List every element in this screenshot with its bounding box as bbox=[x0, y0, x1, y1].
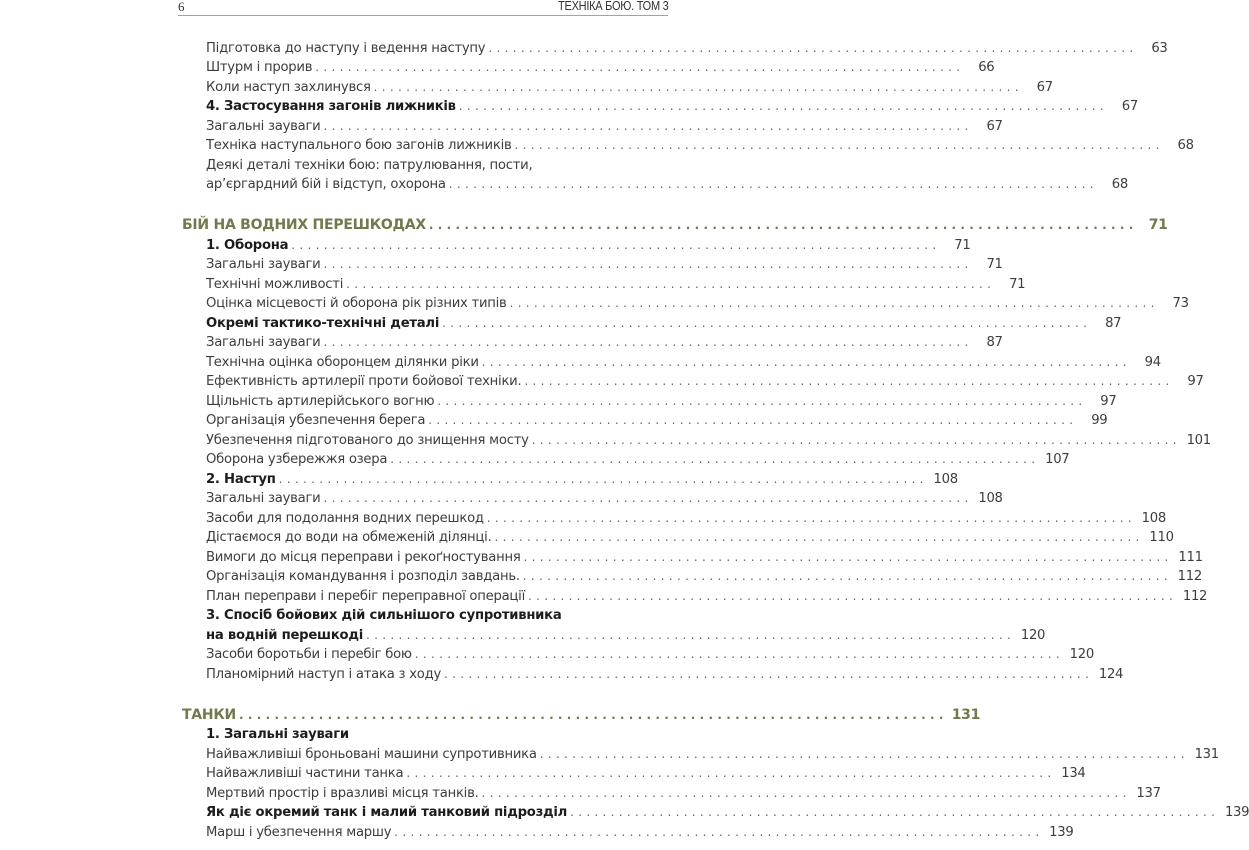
toc-entry[interactable] bbox=[206, 823, 1074, 843]
toc-page-number: 68 bbox=[1177, 138, 1194, 153]
dot-leader: ................................................................................ bbox=[394, 824, 1044, 839]
toc-page-number: 108 bbox=[933, 471, 958, 487]
dot-leader: ................................................................................ bbox=[458, 99, 1108, 113]
dot-leader: ................................................................................ bbox=[323, 257, 973, 271]
dot-leader: ................................................................................ bbox=[444, 666, 1094, 681]
toc-entry-title: Оборона узбережжя озера bbox=[206, 452, 388, 467]
toc-page-number: 120 bbox=[1069, 647, 1094, 662]
toc-entry-title: Коли наступ захлинувся bbox=[206, 79, 371, 95]
toc-entry-title: 3. Спосіб бойових дій сильнішого супротивника bbox=[206, 608, 562, 623]
toc-entry[interactable] bbox=[206, 255, 1003, 275]
dot-leader: ................................................................................ bbox=[278, 471, 928, 486]
toc-page-number: 110 bbox=[1149, 530, 1174, 545]
dot-leader: ................................................................................ bbox=[428, 218, 1138, 232]
toc-entry[interactable] bbox=[206, 353, 1161, 373]
dot-leader: ................................................................................ bbox=[346, 276, 996, 291]
running-header bbox=[178, 0, 668, 16]
toc-page-number: 71 bbox=[1009, 276, 1026, 292]
toc-page-number: 67 bbox=[1121, 99, 1138, 114]
toc-page-number: 131 bbox=[951, 706, 981, 723]
toc-entry[interactable] bbox=[206, 470, 958, 490]
toc-entry-title: План переправи і перебіг переправної операції bbox=[206, 588, 525, 604]
toc-page-number: 112 bbox=[1182, 588, 1208, 604]
toc-entry-title: на водній перешкоді bbox=[206, 627, 363, 643]
toc-entry-title: ар’єргардний бій і відступ, охорона bbox=[206, 177, 446, 192]
toc-entry-title: Щільність артилерійського вогню bbox=[206, 393, 435, 409]
toc-entry-title: 2. Наступ bbox=[206, 471, 276, 487]
toc-entry[interactable] bbox=[206, 175, 1128, 195]
dot-leader: ................................................................................ bbox=[481, 354, 1131, 369]
toc-page-number: 112 bbox=[1177, 569, 1202, 584]
toc-page-number: 97 bbox=[1100, 393, 1117, 409]
dot-leader: ................................................................................ bbox=[509, 296, 1159, 310]
toc-entry-title: Підготовка до наступу і ведення наступу bbox=[206, 40, 486, 56]
toc-entry[interactable] bbox=[206, 745, 1219, 765]
toc-entry-title: 4. Застосування загонів лижників bbox=[206, 99, 456, 114]
dot-leader: ................................................................................ bbox=[414, 647, 1064, 661]
toc-page-number: 139 bbox=[1224, 805, 1249, 820]
toc-entry[interactable] bbox=[206, 372, 1204, 392]
toc-entry-title: Техніка наступального бою загонів лижників bbox=[206, 138, 512, 153]
toc-entry-title: Організація командування і розподіл завдань. bbox=[206, 569, 520, 584]
dot-leader: ................................................................................ bbox=[437, 393, 1087, 408]
toc-entry-title: Ефективність артилерії проти бойової техніки. bbox=[206, 374, 522, 389]
toc-entry[interactable] bbox=[206, 567, 1202, 587]
toc-page-number: 67 bbox=[1036, 79, 1053, 95]
toc-page-number: 71 bbox=[986, 257, 1003, 272]
toc-entry[interactable] bbox=[206, 803, 1249, 823]
toc-page-number: 68 bbox=[1111, 177, 1128, 192]
dot-leader: ................................................................................ bbox=[390, 452, 1040, 466]
toc-entry-title: Планомірний наступ і атака з ходу bbox=[206, 666, 441, 682]
toc-page-number: 66 bbox=[978, 60, 995, 75]
page-number: 6 bbox=[178, 0, 185, 14]
toc-entry[interactable] bbox=[206, 725, 667, 745]
dot-leader: ................................................................................ bbox=[373, 79, 1023, 94]
dot-leader: ................................................................................ bbox=[494, 530, 1144, 544]
dot-leader: ................................................................................ bbox=[239, 707, 948, 722]
toc-section-heading[interactable] bbox=[182, 706, 981, 726]
toc-entry[interactable] bbox=[206, 645, 1094, 665]
toc-entry[interactable] bbox=[206, 294, 1189, 314]
toc-entry[interactable] bbox=[206, 236, 971, 256]
toc-entry[interactable] bbox=[206, 784, 1161, 804]
dot-leader: ................................................................................ bbox=[522, 569, 1172, 583]
dot-leader: ................................................................................ bbox=[366, 627, 1016, 642]
toc-entry-title: 1. Оборона bbox=[206, 237, 289, 253]
toc-page-number: 67 bbox=[986, 118, 1003, 134]
toc-entry-title: Дістаємося до води на обмеженій ділянці. bbox=[206, 530, 492, 545]
toc-entry[interactable] bbox=[206, 489, 1003, 509]
toc-entry-title: Загальні зауваги bbox=[206, 257, 321, 272]
toc-entry-title: Убезпечення підготованого до знищення мосту bbox=[206, 432, 529, 448]
dot-leader: ................................................................................ bbox=[323, 335, 973, 349]
dot-leader: ................................................................................ bbox=[406, 766, 1056, 780]
toc-entry-title: Мертвий простір і вразливі місця танків. bbox=[206, 785, 479, 801]
toc-entry[interactable] bbox=[206, 411, 1108, 431]
toc-page-number: 99 bbox=[1091, 413, 1108, 428]
toc-entry[interactable] bbox=[206, 528, 1174, 548]
toc-page-number: 87 bbox=[1105, 315, 1122, 331]
toc-page-number: 111 bbox=[1178, 549, 1203, 565]
toc-page-number: 108 bbox=[978, 491, 1003, 506]
toc-page-number: 139 bbox=[1049, 824, 1074, 840]
toc-entry[interactable] bbox=[206, 509, 1166, 529]
toc-page-number: 63 bbox=[1151, 40, 1168, 56]
toc-entry[interactable] bbox=[206, 314, 1122, 334]
toc-entry[interactable] bbox=[206, 626, 1046, 646]
toc-page-number: 71 bbox=[954, 237, 971, 253]
toc-entry-title: Окремі тактико-технічні деталі bbox=[206, 315, 440, 331]
toc-entry-title: Штурм і прорив bbox=[206, 60, 313, 75]
dot-leader: ................................................................................ bbox=[531, 432, 1181, 447]
toc-entry-title: Організація убезпечення берега bbox=[206, 413, 426, 428]
dot-leader: ................................................................................ bbox=[524, 374, 1174, 388]
toc-entry[interactable] bbox=[206, 450, 1070, 470]
toc-entry-title: Загальні зауваги bbox=[206, 491, 321, 506]
toc-page-number: 87 bbox=[986, 335, 1003, 350]
dot-leader: ................................................................................ bbox=[291, 237, 941, 252]
toc-entry-title: Найважливіші частини танка bbox=[206, 766, 404, 781]
toc-page-number: 134 bbox=[1061, 766, 1086, 781]
toc-entry[interactable] bbox=[206, 548, 1203, 568]
toc-entry[interactable] bbox=[206, 764, 1086, 784]
toc-entry-title: Засоби боротьби і перебіг бою bbox=[206, 647, 412, 662]
toc-entry[interactable] bbox=[206, 431, 1211, 451]
toc-entry[interactable] bbox=[206, 606, 667, 626]
toc-page-number: 131 bbox=[1194, 746, 1219, 762]
toc-entry[interactable] bbox=[206, 392, 1117, 412]
toc-page-number: 94 bbox=[1144, 354, 1161, 370]
toc-entry[interactable] bbox=[206, 117, 1003, 137]
toc-entry[interactable] bbox=[206, 78, 1053, 98]
dot-leader: ................................................................................ bbox=[323, 118, 973, 133]
toc-page-number: 108 bbox=[1141, 510, 1166, 526]
toc-page-number: 137 bbox=[1136, 785, 1161, 801]
dot-leader: ................................................................................ bbox=[488, 40, 1138, 55]
toc-entry[interactable] bbox=[206, 136, 1194, 156]
dot-leader: ................................................................................ bbox=[528, 588, 1178, 603]
toc-entry[interactable] bbox=[206, 58, 995, 78]
dot-leader: ................................................................................ bbox=[442, 315, 1092, 330]
toc-entry-title: Вимоги до місця переправи і рекоґностування bbox=[206, 549, 521, 565]
toc-entry-title: Деякі деталі техніки бою: патрулювання, пости, bbox=[206, 157, 533, 173]
toc-entry-title: Як діє окремий танк і малий танковий підрозділ bbox=[206, 805, 568, 820]
dot-leader: ................................................................................ bbox=[481, 785, 1131, 800]
toc-entry-title: Марш і убезпечення маршу bbox=[206, 824, 392, 840]
dot-leader: ................................................................................ bbox=[539, 746, 1189, 761]
toc-entry-title: Найважливіші броньовані машини супротивника bbox=[206, 746, 537, 762]
dot-leader: ................................................................................ bbox=[514, 138, 1164, 152]
toc-entry[interactable] bbox=[206, 333, 1003, 353]
toc-entry-title: Технічні можливості bbox=[206, 276, 344, 292]
toc-entry[interactable] bbox=[206, 665, 1124, 685]
dot-leader: ................................................................................ bbox=[323, 491, 973, 505]
dot-leader: ................................................................................ bbox=[315, 60, 965, 74]
toc-entry-title: БІЙ НА ВОДНИХ ПЕРЕШКОДАХ bbox=[182, 217, 426, 233]
toc-page-number: 73 bbox=[1172, 296, 1189, 311]
toc-entry-title: Загальні зауваги bbox=[206, 335, 321, 350]
running-title: ТЕХНІКА БОЮ. ТОМ 3 bbox=[557, 0, 668, 13]
toc-page-number: 120 bbox=[1020, 627, 1046, 643]
toc-entry-title: Технічна оцінка оборонцем ділянки ріки bbox=[206, 354, 479, 370]
toc-entry-title: Оцінка місцевості й оборона рік різних типів bbox=[206, 296, 507, 311]
toc-entry-title: Загальні зауваги bbox=[206, 118, 321, 134]
toc-entry-title: 1. Загальні зауваги bbox=[206, 727, 349, 742]
toc-page-number: 71 bbox=[1148, 217, 1168, 233]
toc-entry-title: ТАНКИ bbox=[182, 706, 237, 723]
dot-leader: ................................................................................ bbox=[523, 549, 1173, 564]
dot-leader: ................................................................................ bbox=[428, 413, 1078, 427]
toc-entry-title: Засоби для подолання водних перешкод bbox=[206, 510, 484, 526]
toc-page-number: 124 bbox=[1098, 666, 1124, 682]
toc-entry[interactable] bbox=[206, 275, 1026, 295]
dot-leader: ................................................................................ bbox=[570, 805, 1220, 819]
toc-page-number: 101 bbox=[1186, 432, 1211, 448]
toc-entry[interactable] bbox=[206, 156, 667, 176]
toc-entry[interactable] bbox=[206, 39, 1168, 59]
toc-entry[interactable] bbox=[206, 97, 1138, 117]
dot-leader: ................................................................................ bbox=[486, 510, 1136, 525]
dot-leader: ................................................................................ bbox=[448, 177, 1098, 191]
toc-page-number: 97 bbox=[1187, 374, 1204, 389]
toc-page-number: 107 bbox=[1045, 452, 1070, 467]
toc-entry[interactable] bbox=[206, 587, 1208, 607]
toc-section-heading[interactable] bbox=[182, 216, 1168, 236]
